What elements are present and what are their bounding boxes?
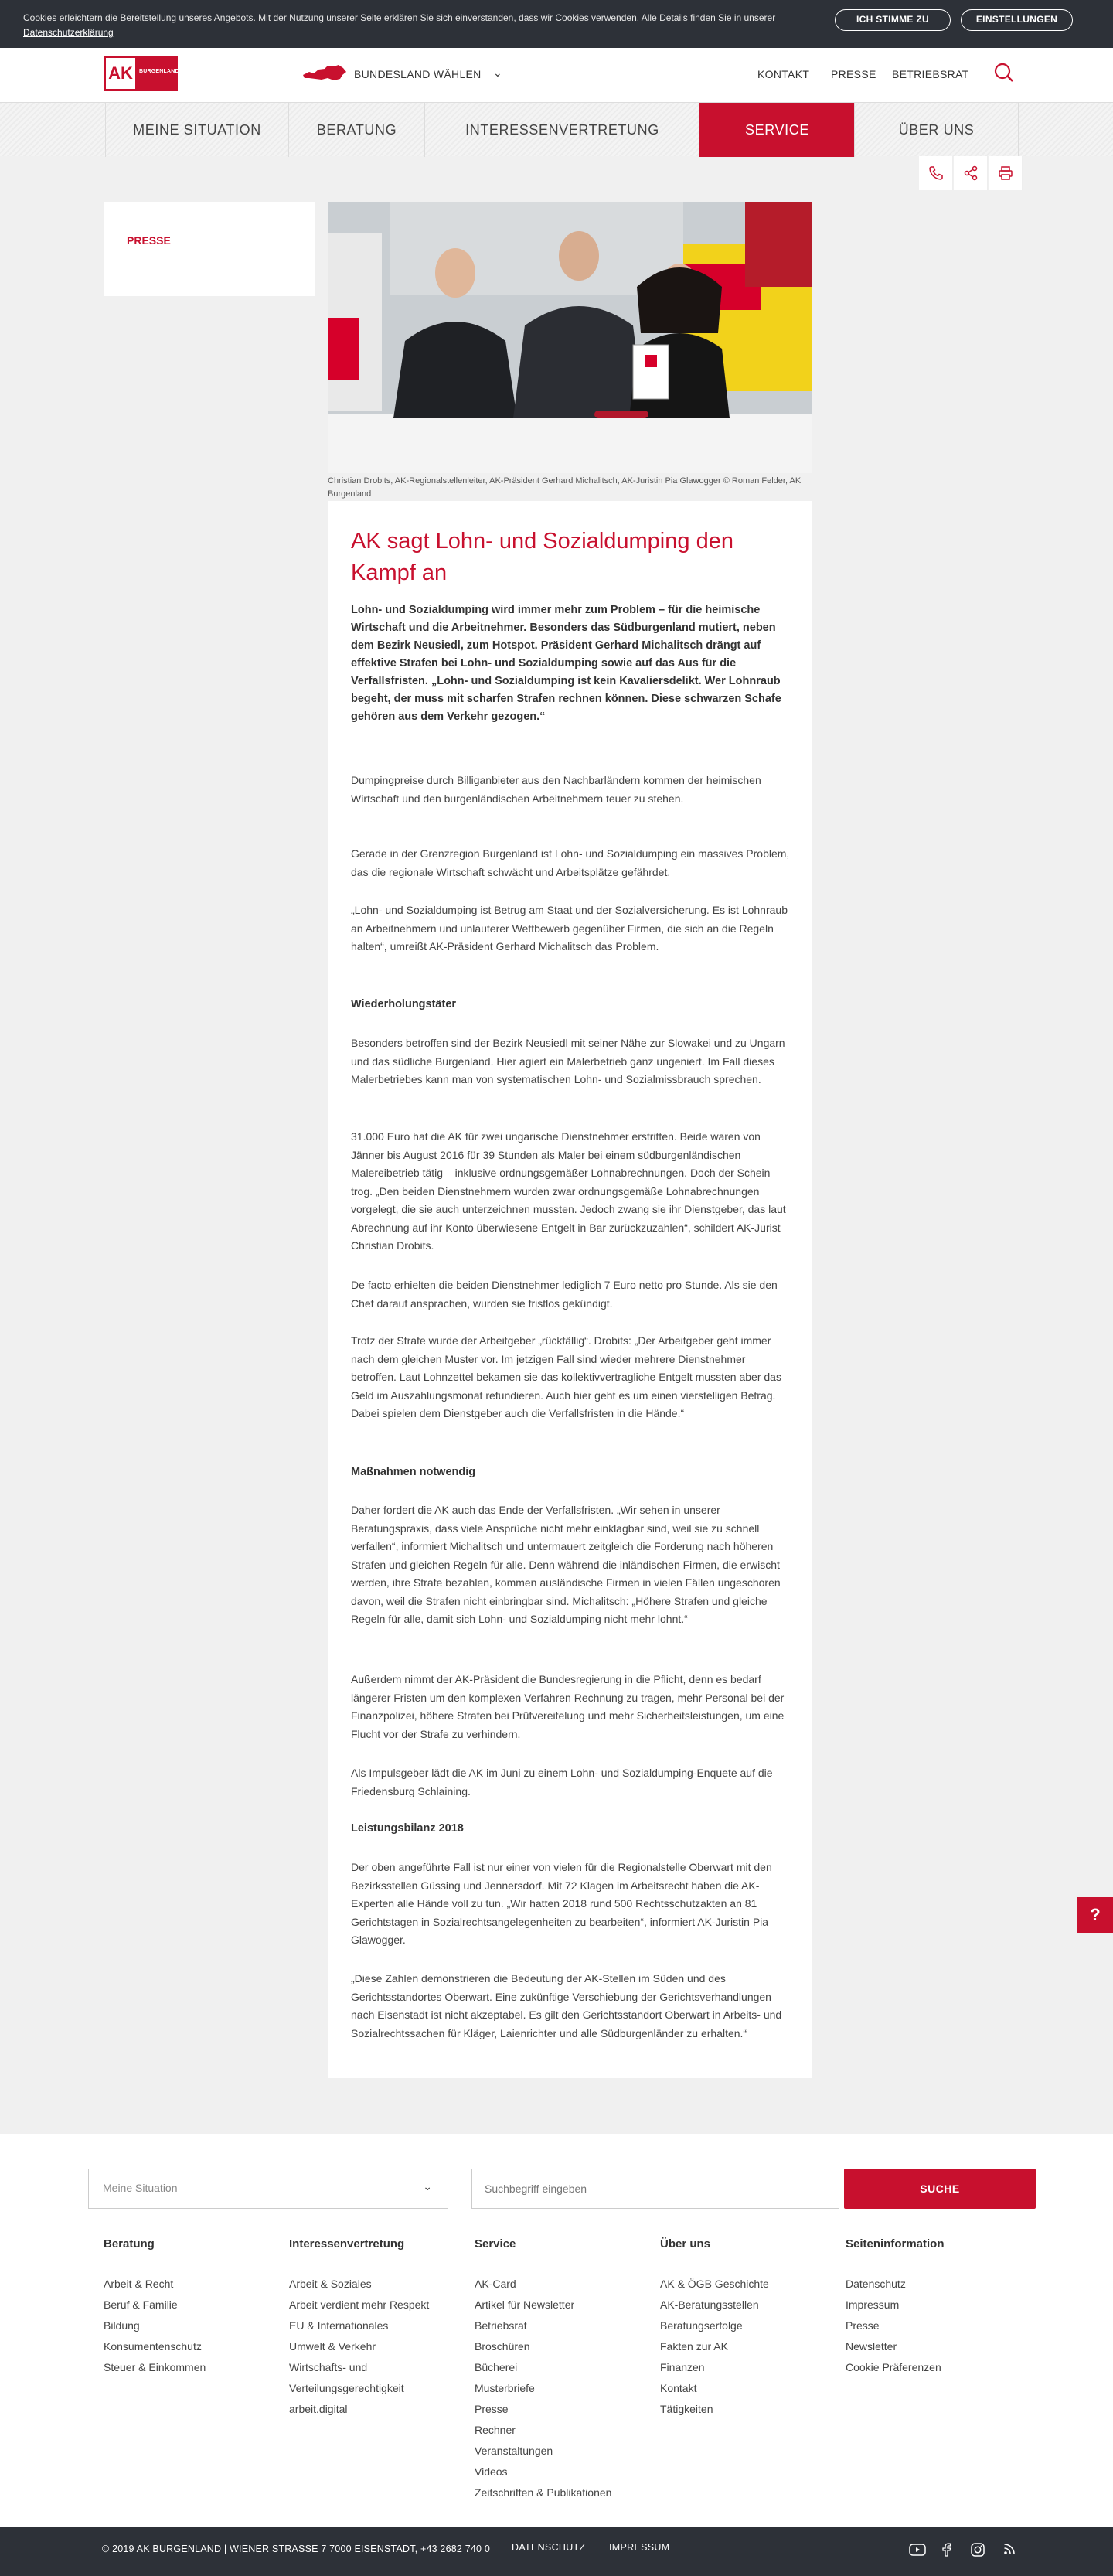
- share-tool[interactable]: [954, 156, 988, 190]
- footer-column-title: Seiteninformation: [846, 2237, 945, 2251]
- rss-icon[interactable]: [1003, 2543, 1016, 2555]
- topnav-betriebsrat[interactable]: BETRIEBSRAT: [892, 68, 969, 80]
- article-paragraph: „Diese Zahlen demonstrieren die Bedeutung der AK-Stellen im Süden und des Gerichtsstandortes Oberwart. Eine zukünftige Verschiebung der Gerichtsverhandlungen nach Eisenstadt ist nicht akzeptabel. Es gilt den Gerichtsstandort Oberwart in Arbeits- und Sozialrechtssachen für Kläger, Laienrichter und alle Südburgenländer zu erhalten.“: [351, 1972, 782, 2039]
- share-icon: [963, 165, 979, 181]
- search-icon[interactable]: [992, 61, 1016, 84]
- phone-tool[interactable]: [919, 156, 953, 190]
- article-paragraph: Als Impulsgeber lädt die AK im Juni zu einem Lohn- und Sozialdumping-Enquete auf die Friedensburg Schlaining.: [351, 1767, 773, 1797]
- printer-icon: [998, 165, 1013, 181]
- footer-column-service: [475, 2237, 652, 2503]
- article-subheading: Maßnahmen notwendig: [351, 1466, 476, 1478]
- youtube-icon[interactable]: [909, 2543, 926, 2557]
- footer-link[interactable]: Arbeit & Soziales: [289, 2278, 372, 2290]
- footer-link[interactable]: Rechner: [475, 2424, 516, 2436]
- footer-link[interactable]: Fakten zur AK: [660, 2340, 728, 2353]
- footer-link[interactable]: Musterbriefe: [475, 2382, 535, 2394]
- main-navigation: [0, 102, 1113, 156]
- cookie-accept-button[interactable]: ICH STIMME ZU: [835, 9, 951, 31]
- footer-link[interactable]: Wirtschafts- und Verteilungsgerechtigkeit: [289, 2361, 404, 2394]
- footer-column-title: Über uns: [660, 2237, 711, 2251]
- austria-map-icon: [301, 63, 348, 83]
- footer-link[interactable]: Umwelt & Verkehr: [289, 2340, 376, 2353]
- footer-link[interactable]: Arbeit & Recht: [104, 2278, 174, 2290]
- footer-link[interactable]: Datenschutz: [846, 2278, 906, 2290]
- footer-column-title: Interessenvertretung: [289, 2237, 405, 2251]
- footer-link[interactable]: Finanzen: [660, 2361, 705, 2373]
- chevron-down-icon: ⌄: [493, 66, 502, 79]
- article-paragraph: Gerade in der Grenzregion Burgenland ist Lohn- und Sozialdumping ein massives Problem, das die regionale Wirtschaft schwächt und Arbeitsplätze gefährdet.: [351, 847, 790, 878]
- footer-link[interactable]: AK-Beratungsstellen: [660, 2298, 759, 2311]
- article-paragraph: Besonders betroffen sind der Bezirk Neusiedl mit seiner Nähe zur Slowakei und zu Ungarn und das südliche Burgenland. Hier agiert ein Malerbetrieb ganz ungeniert. Im Fall dieses Malerbetriebes kann man von systematischen Lohn- und Sozialmissbrauch sprechen.: [351, 1037, 785, 1085]
- privacy-policy-link[interactable]: Datenschutzerklärung: [23, 27, 114, 38]
- footer-column-beratung: [104, 2237, 281, 2378]
- footer-link[interactable]: Broschüren: [475, 2340, 530, 2353]
- topnav-presse[interactable]: PRESSE: [831, 68, 876, 80]
- print-tool[interactable]: [989, 156, 1023, 190]
- footer-link[interactable]: Artikel für Newsletter: [475, 2298, 575, 2311]
- footer-link[interactable]: Zeitschriften & Publikationen: [475, 2486, 612, 2499]
- cookie-message: Cookies erleichtern die Bereitstellung unseres Angebots. Mit der Nutzung unserer Seite erklären Sie sich einverstanden, dass wir Cookies verwenden. Alle Details finden Sie in unserer: [23, 12, 776, 23]
- facebook-icon[interactable]: [941, 2543, 952, 2557]
- article-paragraph: Daher fordert die AK auch das Ende der Verfallsfristen. „Wir sehen in unserer Beratungspraxis, dass viele Ansprüche nicht mehr einklagbar sind, weil sie zu schnell verfallen“, informiert Michalitsch und untermauert zeitgleich die Forderung nach höheren Strafen und gleichen Regeln für alle. Denn während die inländischen Firmen, die erwischt werden, ihre Strafe bezahlen, kommen ausländische Firmen in vielen Fällen ungeschoren davon, weil die Strafen nicht einbringbar sind. Michalitsch: „Höhere Strafen und gleiche Regeln für alle, damit sich Lohn- und Sozialdumping nicht mehr lohnt.“: [351, 1504, 781, 1625]
- footer-search-button[interactable]: SUCHE: [844, 2169, 1036, 2209]
- footer-link[interactable]: Kontakt: [660, 2382, 697, 2394]
- nav-interessenvertretung[interactable]: INTERESSENVERTRETUNG: [424, 103, 699, 157]
- article-subheading: Leistungsbilanz 2018: [351, 1822, 464, 1835]
- instagram-icon[interactable]: [971, 2543, 985, 2557]
- footer-link[interactable]: Arbeit verdient mehr Respekt: [289, 2298, 430, 2311]
- footer-link[interactable]: Newsletter: [846, 2340, 897, 2353]
- press-photo-illustration: [328, 202, 812, 473]
- footer-link[interactable]: Presse: [475, 2403, 509, 2415]
- footer-link[interactable]: Impressum: [846, 2298, 900, 2311]
- site-footer: [0, 2134, 1113, 2527]
- footer-link[interactable]: Bücherei: [475, 2361, 518, 2373]
- nav-ueber-uns[interactable]: ÜBER UNS: [854, 103, 1019, 157]
- footer-link[interactable]: AK & ÖGB Geschichte: [660, 2278, 769, 2290]
- footer-column-ueber-uns: [660, 2237, 838, 2420]
- footer-search-input[interactable]: [471, 2169, 839, 2209]
- footer-link[interactable]: Presse: [846, 2319, 880, 2332]
- article-paragraph: Trotz der Strafe wurde der Arbeitgeber „rückfällig“. Drobits: „Der Arbeitgeber geht immer nach dem gleichen Muster vor. Im jetzigen Fall sind wieder mehrere Dienstnehmer betroffen. Laut Lohnzettel bekamen sie das kollektivvertragliche Entgelt mussten aber das Geld im Auszahlungsmonat refundieren. Auch hier geht es um einen vierstelligen Betrag. Dabei spielen dem Dienstgeber auch die Verfallsfristen in die Hände.“: [351, 1334, 781, 1419]
- article-paragraph: Der oben angeführte Fall ist nur einer von vielen für die Regionalstelle Oberwart mit den Bezirksstellen Güssing und Jennersdorf. Mit 72 Klagen im Arbeitsrecht haben die AK-Experten alle Hände voll zu tun. „Wir hatten 2018 rund 500 Rechtsschutzakten an 81 Gerichtstagen in Sozialrechtsangelegenheiten zu bearbeiten“, informiert AK-Juristin Pia Glawogger.: [351, 1861, 772, 1946]
- article: [328, 501, 812, 2078]
- logo-letters: AK: [106, 58, 135, 89]
- region-select-label: BUNDESLAND WÄHLEN: [354, 68, 482, 80]
- footer-link[interactable]: AK-Card: [475, 2278, 516, 2290]
- article-paragraph: Dumpingpreise durch Billiganbieter aus den Nachbarländern kommen der heimischen Wirtschaft und den burgenländischen Arbeitnehmern teuer zu stehen.: [351, 774, 761, 805]
- topnav-kontakt[interactable]: KONTAKT: [757, 68, 810, 80]
- site-header: [0, 48, 1113, 102]
- sidebar: [104, 202, 315, 296]
- footer-link[interactable]: Videos: [475, 2465, 508, 2478]
- footer-link[interactable]: Betriebsrat: [475, 2319, 527, 2332]
- footer-link[interactable]: Steuer & Einkommen: [104, 2361, 206, 2373]
- bottom-link-impressum[interactable]: IMPRESSUM: [609, 2542, 670, 2553]
- copyright: © 2019 AK BURGENLAND | WIENER STRASSE 7 7000 EISENSTADT, +43 2682 740 0: [102, 2544, 490, 2554]
- ak-logo[interactable]: [104, 56, 178, 91]
- footer-link[interactable]: Veranstaltungen: [475, 2445, 553, 2457]
- bottom-bar: [0, 2527, 1113, 2576]
- article-paragraph: 31.000 Euro hat die AK für zwei ungarische Dienstnehmer erstritten. Beide waren von Jänner bis August 2016 für 39 Stunden als Maler bei einem südburgenländischen Malereibetrieb tätig – inklusive ordnungsgemäßer Lohnabrechnungen. Doch der Schein trog. „Den beiden Dienstnehmern wurden zwar ordnungsgemäße Lohnabrechnungen vorgelegt, die sie auch unterzeichnen mussten. Jedoch zwang sie ihr Dienstgeber, das laut Abrechnung auf ihr Konto überwiesene Entgelt in Bar zurückzuzahlen“, schildert AK-Jurist Christian Drobits.: [351, 1130, 786, 1252]
- situation-select[interactable]: [88, 2169, 448, 2209]
- footer-link[interactable]: Cookie Präferenzen: [846, 2361, 941, 2373]
- nav-service[interactable]: SERVICE: [699, 103, 854, 157]
- footer-link[interactable]: arbeit.digital: [289, 2403, 348, 2415]
- cookie-text: [23, 11, 827, 40]
- footer-link[interactable]: Tätigkeiten: [660, 2403, 713, 2415]
- chevron-down-icon: ⌄: [423, 2180, 432, 2193]
- photo-caption: Christian Drobits, AK-Regionalstellenleiter, AK-Präsident Gerhard Michalitsch, AK-Juristin Pia Glawogger © Roman Felder, AK Burgenland: [328, 476, 802, 499]
- phone-icon: [928, 165, 944, 181]
- footer-link[interactable]: Bildung: [104, 2319, 140, 2332]
- article-subheading: Wiederholungstäter: [351, 998, 457, 1010]
- nav-meine-situation[interactable]: MEINE SITUATION: [105, 103, 288, 157]
- article-paragraph: De facto erhielten die beiden Dienstnehmer lediglich 7 Euro netto pro Stunde. Als sie den Chef darauf ansprachen, wurden sie fristlos gekündigt.: [351, 1279, 778, 1310]
- footer-column-title: Service: [475, 2237, 516, 2251]
- cookie-banner: [0, 0, 1113, 48]
- footer-link[interactable]: Beratungserfolge: [660, 2319, 743, 2332]
- footer-link[interactable]: Konsumentenschutz: [104, 2340, 202, 2353]
- article-lead: Lohn- und Sozialdumping wird immer mehr zum Problem – für die heimische Wirtschaft und die Arbeitnehmer. Besonders das Südburgenland mutiert, neben dem Bezirk Neusiedl, zum Hotspot. Präsident Gerhard Michalitsch drängt auf effektive Strafen bei Lohn- und Sozialdumping sowie auf das Aus für die Verfallsfristen. „Lohn- und Sozialdumping ist kein Kavaliersdelikt. Wer Lohnraub begeht, der muss mit scharfen Strafen rechnen können. Diese schwarzen Schafe gehören aus dem Verkehr gezogen.“: [351, 604, 781, 723]
- footer-link[interactable]: Beruf & Familie: [104, 2298, 178, 2311]
- sidebar-item-presse[interactable]: PRESSE: [127, 234, 171, 247]
- feedback-button[interactable]: ?: [1077, 1897, 1113, 1933]
- article-paragraph: „Lohn- und Sozialdumping ist Betrug am Staat und der Sozialversicherung. Es ist Lohnraub an Arbeitnehmern und unlauterer Wettbewerb gegenüber Firmen, die sich an die Regeln halten“, umreißt AK-Präsident Gerhard Michalitsch das Problem.: [351, 904, 788, 952]
- article-paragraph: Außerdem nimmt der AK-Präsident die Bundesregierung in die Pflicht, denn es bedarf längerer Fristen um den komplexen Verfahren Rechnung zu tragen, mehr Personal bei der Finanzpolizei, höhere Strafen bei Prüfvereitelung und mehr Sicherheitsleistungen, um eine Flucht vor der Strafe zu verhindern.: [351, 1673, 785, 1740]
- article-title: AK sagt Lohn- und Sozialdumping den Kampf an: [351, 529, 733, 585]
- nav-beratung[interactable]: BERATUNG: [288, 103, 424, 157]
- footer-link[interactable]: EU & Internationales: [289, 2319, 389, 2332]
- logo-region: BURGENLAND: [139, 69, 179, 74]
- footer-column-seiteninformation: [846, 2237, 1000, 2378]
- situation-select-value: Meine Situation: [103, 2182, 178, 2194]
- cookie-settings-button[interactable]: EINSTELLUNGEN: [961, 9, 1073, 31]
- footer-column-title: Beratung: [104, 2237, 155, 2251]
- footer-column-interessenvertretung: [289, 2237, 459, 2420]
- article-photo: [328, 202, 812, 473]
- bottom-link-datenschutz[interactable]: DATENSCHUTZ: [512, 2542, 586, 2553]
